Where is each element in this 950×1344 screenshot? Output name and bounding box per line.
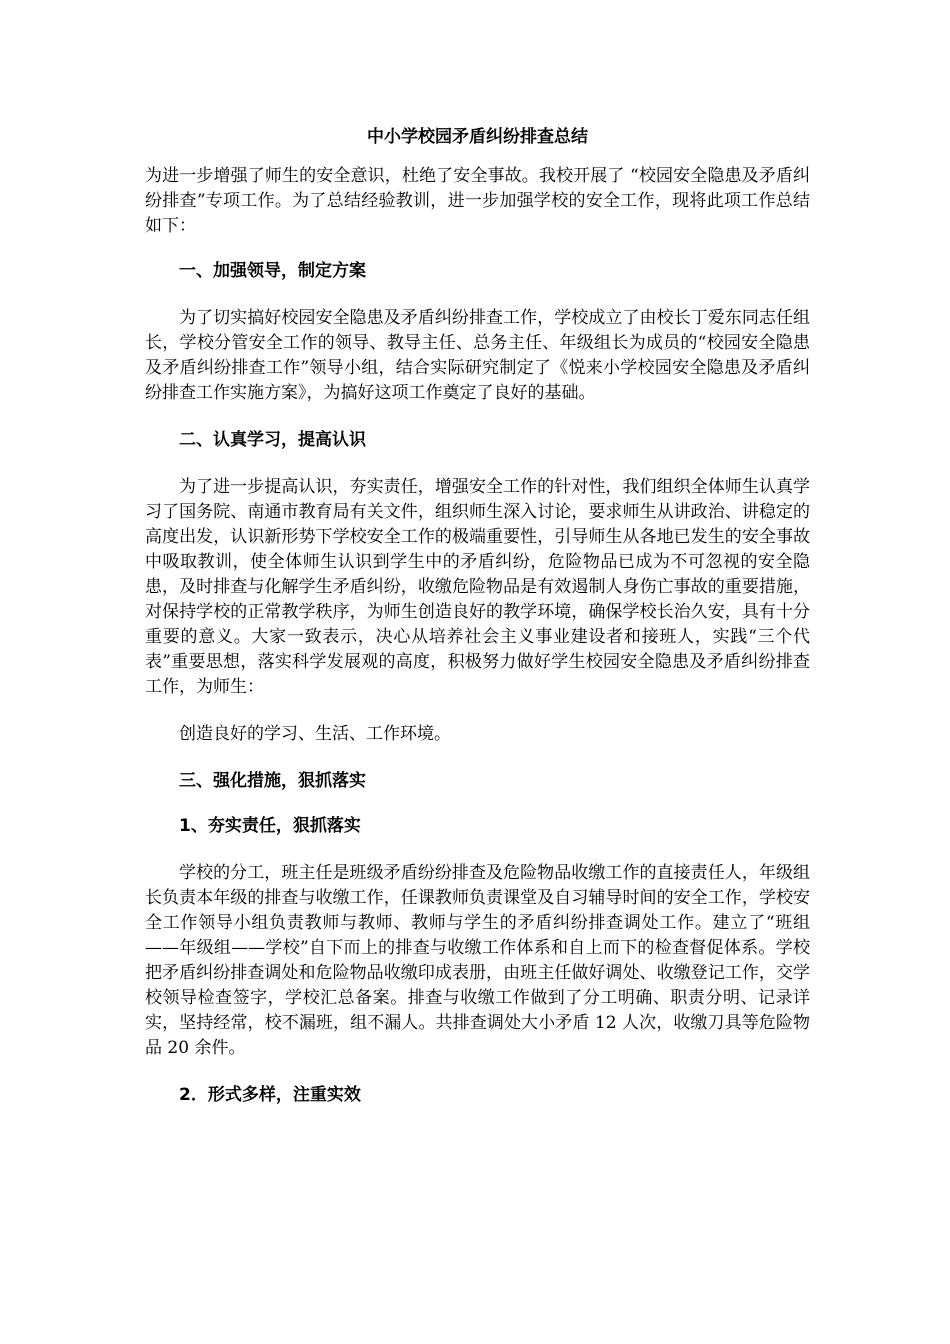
section-1-paragraph: 为了切实搞好校园安全隐患及矛盾纠纷排查工作，学校成立了由校长丁爱东同志任组长，学校分管安全工作的领导、教导主任、总务主任、年级组长为成员的“校园安全隐患及矛盾纠纷排查工作”领导小组，结合实际研究制定了《悦来小学校园安全隐患及矛盾纠纷排查工作实施方案》，为搞好这项工作奠定了良好的基础。	[145, 308, 810, 403]
subsection-2-heading: 2．形式多样，注重实效	[179, 1085, 361, 1105]
subsection-1-heading: 1、夯实责任，狠抓落实	[179, 816, 361, 836]
subsection-1-paragraph: 学校的分工，班主任是班级矛盾纷纷排查及危险物品收缴工作的直接责任人，年级组长负责本年级的排查与收缴工作，任课教师负责课堂及自习辅导时间的安全工作，学校安全工作领导小组负责教师与教师、教师与学生的矛盾纠纷排查调处工作。建立了“班组——年级组——学校”自下而上的排查与收缴工作体系和自上而下的检查督促体系。学校把矛盾纠纷排查调处和危险物品收缴印成表册，由班主任做好调处、收缴登记工作，交学校领导检查签字，学校汇总备案。排查与收缴工作做到了分工明确、职责分明、记录详实，坚持经常，校不漏班，组不漏人。共排查调处大小矛盾 12 人次，收缴刀具等危险物品 20 余件。	[145, 863, 810, 1058]
section-2-heading: 二、认真学习，提高认识	[179, 430, 366, 450]
document-title: 中小学校园矛盾纠纷排查总结	[367, 127, 588, 147]
section-2-paragraph-continued: 创造良好的学习、生活、工作环境。	[179, 724, 451, 744]
intro-paragraph: 为进一步增强了师生的安全意识，杜绝了安全事故。我校开展了 “校园安全隐患及矛盾纠纷排查”专项工作。为了总结经验教训，进一步加强学校的安全工作，现将此项工作总结如下：	[145, 166, 810, 236]
section-3-heading: 三、强化措施，狠抓落实	[179, 771, 366, 791]
document-page	[145, 122, 810, 1108]
section-2-paragraph: 为了进一步提高认识，夯实责任，增强安全工作的针对性，我们组织全体师生认真学习了国务院、南通市教育局有关文件，组织师生深入讨论，要求师生从讲政治、讲稳定的高度出发，认识新形势下学校安全工作的极端重要性，引导师生从各地已发生的安全事故中吸取教训，使全体师生认识到学生中的矛盾纠纷，危险物品已成为不可忽视的安全隐患，及时排查与化解学生矛盾纠纷，收缴危险物品是有效遏制人身伤亡事故的重要措施，对保持学校的正常教学秩序，为师生创造良好的教学环境，确保学校长治久安，具有十分重要的意义。大家一致表示，决心从培养社会主义事业建设者和接班人，实践“三个代表”重要思想，落实科学发展观的高度，积极努力做好学生校园安全隐患及矛盾纠纷排查工作，为师生：	[145, 477, 810, 697]
section-1-heading: 一、加强领导，制定方案	[179, 261, 366, 281]
